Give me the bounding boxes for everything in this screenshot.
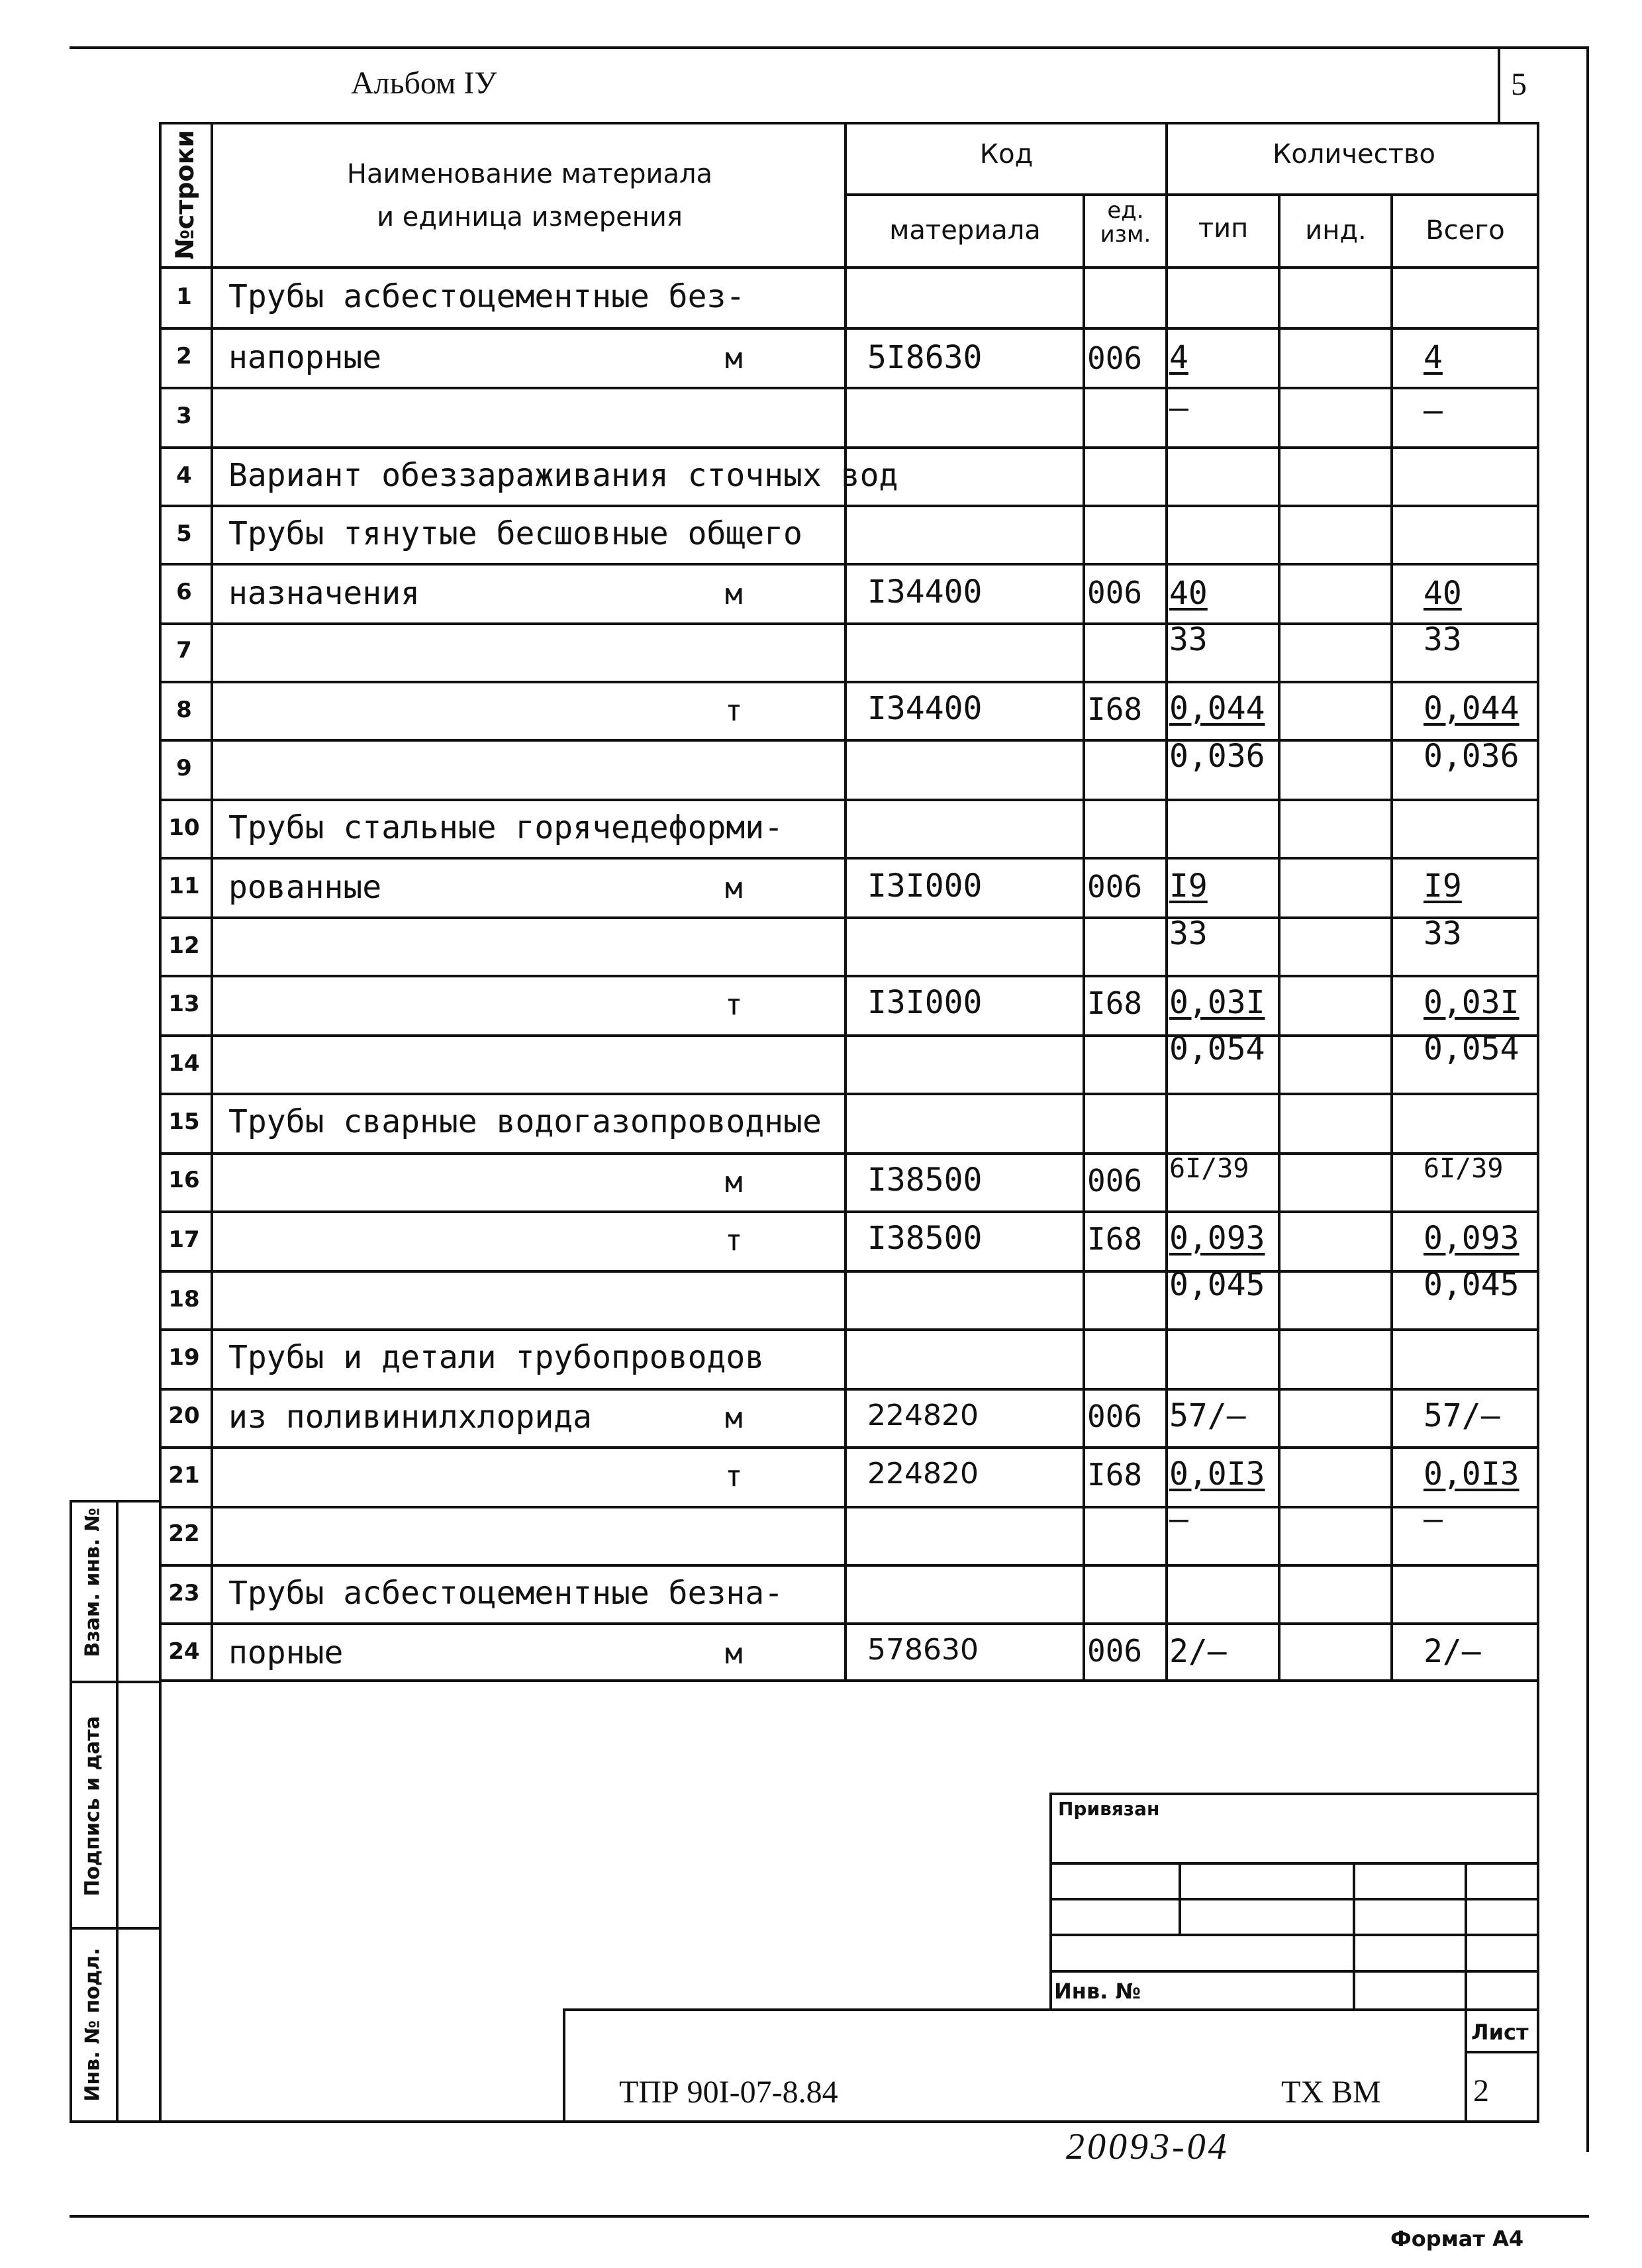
stamp-sheet-mid (1465, 2051, 1539, 2053)
stamp-main-top (563, 2008, 1539, 2011)
row-line (159, 739, 1539, 742)
row-number: 16 (168, 1167, 200, 1193)
table-bottom (159, 1679, 1539, 1682)
handwritten-number: 20093-04 (1066, 2126, 1230, 2167)
unit: м (725, 1637, 743, 1671)
row-number: 15 (168, 1109, 200, 1135)
qty-typ: 33 (1169, 915, 1208, 952)
unit: м (725, 1401, 743, 1435)
qty-total: 6I/39 (1424, 1154, 1504, 1184)
row-line (159, 1564, 1539, 1567)
qty-typ: 40 (1169, 575, 1208, 612)
row-line (159, 1152, 1539, 1155)
material-code: I3I000 (867, 984, 983, 1021)
material-name: Трубы и детали трубопроводов (228, 1339, 765, 1376)
qty-typ: 0,054 (1169, 1030, 1265, 1067)
unit: т (725, 1459, 743, 1493)
bound-col1 (1179, 1862, 1181, 1935)
row-line (159, 1506, 1539, 1508)
col-line-ind (1390, 193, 1393, 1681)
material-name: напорные (228, 339, 382, 376)
doc-code: ТПР 90I-07-8.84 (619, 2075, 838, 2110)
unit-code: 006 (1087, 1633, 1143, 1669)
qty-total: 0,044 (1424, 690, 1520, 727)
inv-orig-label: Инв. № подл. (81, 1948, 105, 2102)
row-number: 13 (168, 991, 200, 1017)
material-name: Вариант обеззараживания сточных вод (228, 457, 898, 494)
bound-top (1049, 1793, 1539, 1795)
material-code: I34400 (867, 690, 983, 727)
row-number: 1 (176, 283, 192, 310)
material-header: материала (889, 215, 1041, 246)
row-line (159, 916, 1539, 919)
material-name: назначения (228, 575, 420, 612)
row-number: 22 (168, 1520, 200, 1547)
name-header-line1: Наименование материала (346, 159, 713, 189)
name-header-line2: и единица измерения (377, 202, 683, 232)
replace-inv-label: Взам. инв. № (81, 1507, 105, 1657)
top-border (70, 46, 1589, 49)
material-code: 224820 (867, 1399, 979, 1432)
row-number: 7 (176, 637, 192, 664)
row-line (159, 857, 1539, 860)
row-number: 2 (176, 343, 192, 370)
qty-typ: 0,03I (1169, 984, 1265, 1021)
body-left-line (159, 1679, 162, 2123)
unit-code: I68 (1087, 1221, 1143, 1257)
bound-col3 (1465, 1862, 1467, 2010)
code-header: Код (979, 139, 1034, 170)
qty-total: 57/– (1424, 1397, 1500, 1434)
unit: т (725, 1224, 743, 1257)
material-code: I34400 (867, 573, 983, 611)
unit: м (725, 577, 743, 611)
unit: т (725, 988, 743, 1022)
material-name: Трубы асбестоцементные без- (228, 278, 746, 315)
row-number: 9 (176, 755, 192, 781)
qty-typ: 0,045 (1169, 1266, 1265, 1303)
header-mid-line (844, 193, 1539, 196)
stamp-bottom (70, 2120, 162, 2123)
row-line (159, 799, 1539, 801)
qty-typ: 0,093 (1169, 1220, 1265, 1257)
stamp-div1 (70, 1681, 162, 1683)
material-name: из поливинилхлорида (228, 1399, 593, 1436)
material-code: 224820 (867, 1457, 979, 1491)
qty-typ: I9 (1169, 867, 1208, 905)
qty-total: 0,054 (1424, 1030, 1520, 1067)
row-line (159, 327, 1539, 330)
page-number: 5 (1511, 67, 1527, 102)
row-number: 12 (168, 932, 200, 959)
inv-no-label: Инв. № (1054, 1979, 1141, 2004)
total-header: Всего (1425, 215, 1505, 246)
qty-typ: 2/– (1169, 1633, 1227, 1670)
tb-bottom (159, 2120, 1539, 2123)
row-line (159, 1622, 1539, 1625)
material-name: Трубы тянутые бесшовные общего (228, 515, 802, 552)
qty-total: 0,0I3 (1424, 1455, 1520, 1493)
row-number: 14 (168, 1050, 200, 1077)
bound-label: Привязан (1058, 1798, 1160, 1820)
unit-code: I68 (1087, 1457, 1143, 1493)
page-num-divider (1498, 46, 1500, 124)
row-line (159, 681, 1539, 683)
qty-total: 4 (1424, 339, 1443, 376)
row-number: 5 (176, 520, 192, 547)
qty-typ: 0,044 (1169, 690, 1265, 727)
material-code: I38500 (867, 1220, 983, 1257)
qty-total: 33 (1424, 621, 1462, 658)
table-top (159, 122, 1539, 124)
row-line (159, 622, 1539, 625)
row-line (159, 1270, 1539, 1273)
tb-right-line (1537, 1679, 1539, 2123)
row-line (159, 1388, 1539, 1391)
col-line-typ (1278, 193, 1280, 1681)
stamp-left-line (70, 1500, 72, 2122)
stamp-top (70, 1500, 162, 1503)
row-line (159, 1093, 1539, 1095)
row-line (159, 387, 1539, 389)
unit: м (725, 1165, 743, 1199)
row-number: 23 (168, 1580, 200, 1606)
header-bottom (159, 266, 1539, 269)
qty-typ: – (1169, 1501, 1188, 1538)
material-code: I3I000 (867, 867, 983, 905)
material-code: 5I8630 (867, 339, 983, 376)
row-number: 10 (168, 814, 200, 841)
doc-mark: ТХ ВМ (1281, 2075, 1381, 2110)
qty-typ: – (1169, 389, 1188, 426)
material-code: I38500 (867, 1161, 983, 1199)
unit-code: 006 (1087, 1399, 1143, 1434)
qty-typ: 6I/39 (1169, 1154, 1249, 1184)
ind-header: инд. (1305, 215, 1367, 246)
material-name: Трубы асбестоцементные безна- (228, 1575, 784, 1612)
qty-typ: 57/– (1169, 1397, 1246, 1434)
stamp-div2 (70, 1927, 162, 1930)
row-line (159, 446, 1539, 449)
row-number: 4 (176, 462, 192, 489)
qty-total: 0,036 (1424, 738, 1520, 775)
col-line-code (1083, 193, 1085, 1681)
bound-left (1049, 1793, 1052, 2011)
album-title: Альбом IУ (351, 66, 497, 101)
row-number: 17 (168, 1226, 200, 1253)
row-number: 3 (176, 403, 192, 429)
row-line (159, 505, 1539, 507)
material-code: 578630 (867, 1633, 979, 1667)
qty-total: – (1424, 1501, 1443, 1538)
right-border (1586, 46, 1589, 2152)
row-number: 21 (168, 1462, 200, 1489)
material-name: рованные (228, 869, 382, 906)
qty-total: 0,093 (1424, 1220, 1520, 1257)
stamp-sheet-left (1465, 2008, 1467, 2122)
row-number: 6 (176, 579, 192, 605)
unit-code: 006 (1087, 340, 1143, 376)
unit: т (725, 694, 743, 728)
row-number: 11 (168, 873, 200, 899)
qty-total: I9 (1424, 867, 1462, 905)
unit-code: I68 (1087, 985, 1143, 1021)
qty-typ: 33 (1169, 621, 1208, 658)
material-name: порные (228, 1634, 344, 1671)
unit-code: I68 (1087, 691, 1143, 727)
quantity-header: Количество (1272, 139, 1435, 170)
unit-code: 006 (1087, 575, 1143, 611)
qty-total: 0,03I (1424, 984, 1520, 1021)
qty-typ: 0,0I3 (1169, 1455, 1265, 1493)
row-line (159, 1210, 1539, 1213)
material-name: Трубы сварные водогазопроводные (228, 1103, 822, 1140)
qty-typ: 4 (1169, 339, 1188, 376)
unit-code: 006 (1087, 869, 1143, 905)
row-number-header: №строки (170, 130, 199, 260)
qty-total: 2/– (1424, 1633, 1481, 1670)
qty-typ: 0,036 (1169, 738, 1265, 775)
unit-code-header: ед. изм. (1100, 197, 1151, 248)
row-number: 20 (168, 1403, 200, 1429)
stamp-main-left (563, 2008, 565, 2122)
row-line (159, 1034, 1539, 1037)
qty-total: 0,045 (1424, 1266, 1520, 1303)
row-line (159, 975, 1539, 977)
format-label: Формат А4 (1390, 2226, 1524, 2251)
row-number: 18 (168, 1286, 200, 1312)
row-number: 19 (168, 1344, 200, 1371)
sheet-number: 2 (1473, 2073, 1489, 2108)
qty-total: 40 (1424, 575, 1462, 612)
sheet-label: Лист (1471, 2020, 1529, 2045)
row-line (159, 563, 1539, 566)
qty-total: 33 (1424, 915, 1462, 952)
bound-col2 (1353, 1862, 1355, 2010)
unit: м (725, 871, 743, 905)
qty-total: – (1424, 392, 1443, 429)
stamp-inner-line (116, 1500, 119, 2122)
typ-header: тип (1198, 213, 1249, 244)
material-name: Трубы стальные горячедеформи- (228, 809, 784, 846)
row-number: 8 (176, 697, 192, 723)
row-number: 24 (168, 1638, 200, 1665)
row-line (159, 1328, 1539, 1331)
row-line (159, 1446, 1539, 1449)
bottom-border (70, 2215, 1589, 2218)
unit: м (725, 342, 743, 375)
unit-code: 006 (1087, 1163, 1143, 1199)
sign-date-label: Подпись и дата (81, 1716, 105, 1897)
